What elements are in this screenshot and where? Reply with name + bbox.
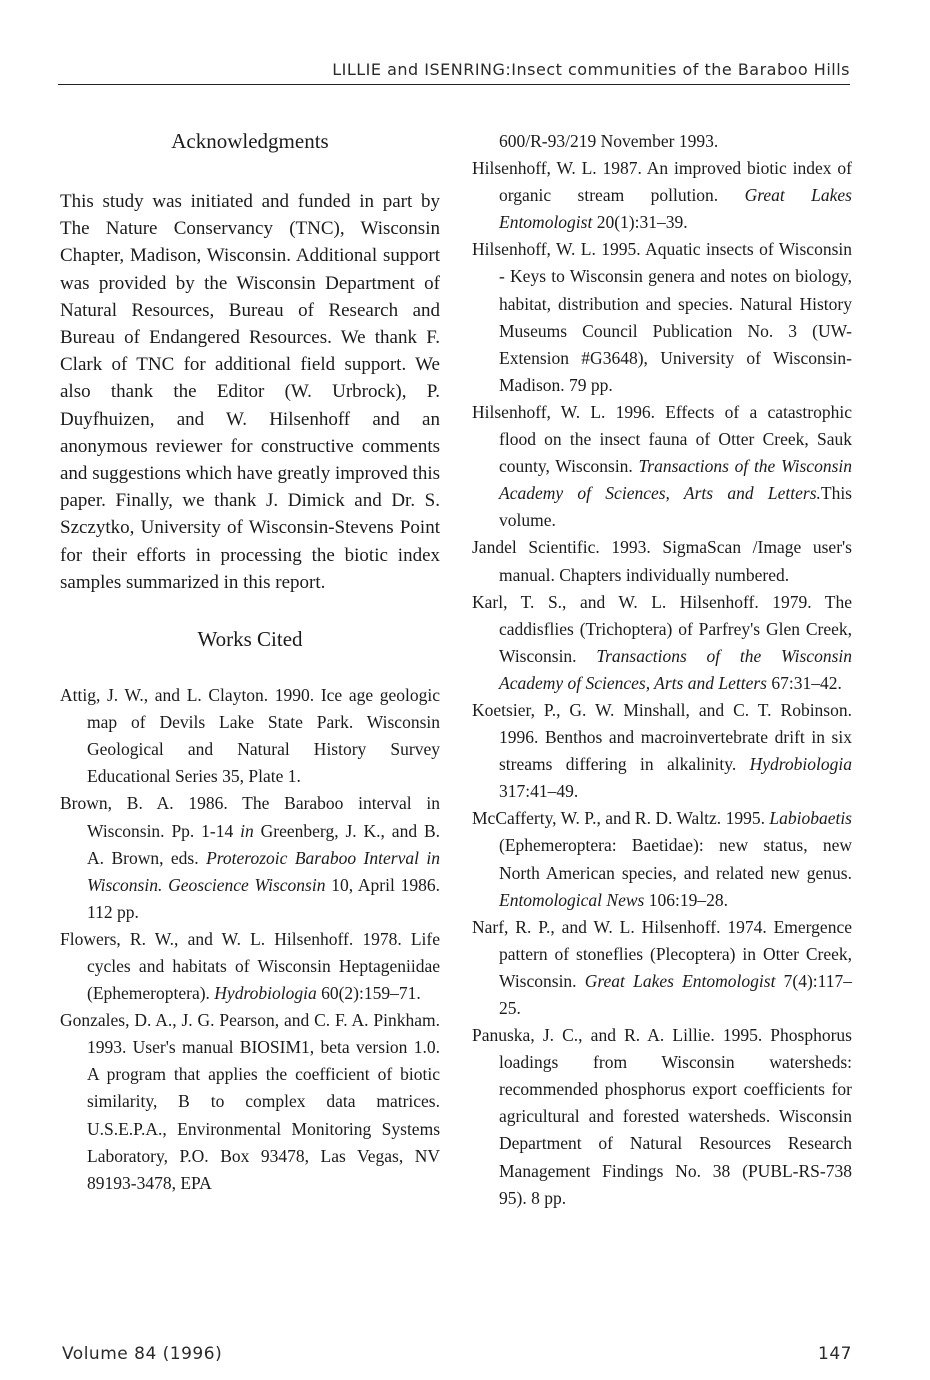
reference-item: Gonzales, D. A., J. G. Pearson, and C. F. A. Pinkham. 1993. User's manual BIOSIM1, beta version 1.0. A program that applies the coefficient of biotic similarity, B to complex data matrices. U.S.E.P.A., Environmental Monitoring Systems Laboratory, P.O. Box 93478, Las Vegas, NV 89193-3478, EPA <box>60 1010 440 1193</box>
volume-footer: Volume 84 (1996) <box>62 1344 223 1364</box>
reference-item: Panuska, J. C., and R. A. Lillie. 1995. Phosphorus loadings from Wisconsin watersheds: recommended phosphorus export coefficients for agricultural and forested watersheds. Wisconsin Department of Natural Resources Research Management Findings No. 38 (PUBL-RS-738 95). 8 pp. <box>472 1025 852 1208</box>
right-column <box>472 128 852 1212</box>
references-list-left <box>60 682 440 1197</box>
acknowledgments-heading: Acknowledgments <box>171 129 329 153</box>
header-rule <box>58 84 850 85</box>
reference-continuation: 600/R-93/219 November 1993. <box>499 131 719 151</box>
reference-item: Hilsenhoff, W. L. 1995. Aquatic insects of Wisconsin - Keys to Wisconsin genera and notes on biology, habitat, distribution and species. Natural History Museums Council Publication No. 3 (UW-Extension #G3648), University of Wisconsin-Madison. 79 pp. <box>472 239 852 395</box>
acknowledgments-text: This study was initiated and funded in part by The Nature Conservancy (TNC), Wisconsin Chapter, Madison, Wisconsin. Additional support was provided by the Wisconsin Department of Natural Resources, Bureau of Research and Bureau of Endangered Resources. We thank F. Clark of TNC for additional field support. We also thank the Editor (W. Urbrock), P. Duyfhuizen, and W. Hilsenhoff and an anonymous reviewer for constructive comments and suggestions which have greatly improved this paper. Finally, we thank J. Dimick and Dr. S. Szczytko, University of Wisconsin-Stevens Point for their efforts in processing the biotic index samples summarized in this report. <box>60 191 440 593</box>
references-list-right <box>472 128 852 1212</box>
reference-item: Karl, T. S., and W. L. Hilsenhoff. 1979. The caddisflies (Trichoptera) of Parfrey's Glen Creek, Wisconsin. Transactions of the Wisconsin Academy of Sciences, Arts and Letters 67:31–42. <box>472 591 852 693</box>
reference-item: Jandel Scientific. 1993. SigmaScan /Image user's manual. Chapters individually numbered. <box>472 537 852 585</box>
reference-item: Hilsenhoff, W. L. 1987. An improved biotic index of organic stream pollution. Great Lakes Entomologist 20(1):31–39. <box>472 158 852 233</box>
reference-item: Attig, J. W., and L. Clayton. 1990. Ice age geologic map of Devils Lake State Park. Wisconsin Geological and Natural History Survey Educational Series 35, Plate 1. <box>60 685 440 787</box>
page-number: 147 <box>818 1344 852 1364</box>
reference-item: Koetsier, P., G. W. Minshall, and C. T. Robinson. 1996. Benthos and macroinvertebrate drift in six streams differing in alkalinity. Hydrobiologia 317:41–49. <box>472 699 852 802</box>
reference-item: Brown, B. A. 1986. The Baraboo interval in Wisconsin. Pp. 1-14 in Greenberg, J. K., and B. A. Brown, eds. Proterozoic Baraboo Interval in Wisconsin. Geoscience Wisconsin 10, April 1986. 112 pp. <box>60 793 441 922</box>
works-cited-heading: Works Cited <box>197 627 303 652</box>
section-gap <box>60 596 440 626</box>
reference-item: Flowers, R. W., and W. L. Hilsenhoff. 1978. Life cycles and habitats of Wisconsin Heptageniidae (Ephemeroptera). Hydrobiologia 60(2):159–71. <box>60 928 440 1004</box>
reference-item: Hilsenhoff, W. L. 1996. Effects of a catastrophic flood on the insect fauna of Otter Creek, Sauk county, Wisconsin. Transactions of the Wisconsin Academy of Sciences, Arts and Letters.This volume. <box>472 401 852 531</box>
left-column <box>60 128 440 1197</box>
running-head: LILLIE and ISENRING:Insect communities of the Baraboo Hills <box>332 60 850 79</box>
reference-item: Narf, R. P., and W. L. Hilsenhoff. 1974. Emergence pattern of stoneflies (Plecoptera) in Otter Creek, Wisconsin. Great Lakes Entomologist 7(4):117–25. <box>472 916 852 1018</box>
reference-item: McCafferty, W. P., and R. D. Waltz. 1995. Labiobaetis (Ephemeroptera: Baetidae): new status, new North American species, and related new genus. Entomological News 106:19–28. <box>472 808 852 910</box>
